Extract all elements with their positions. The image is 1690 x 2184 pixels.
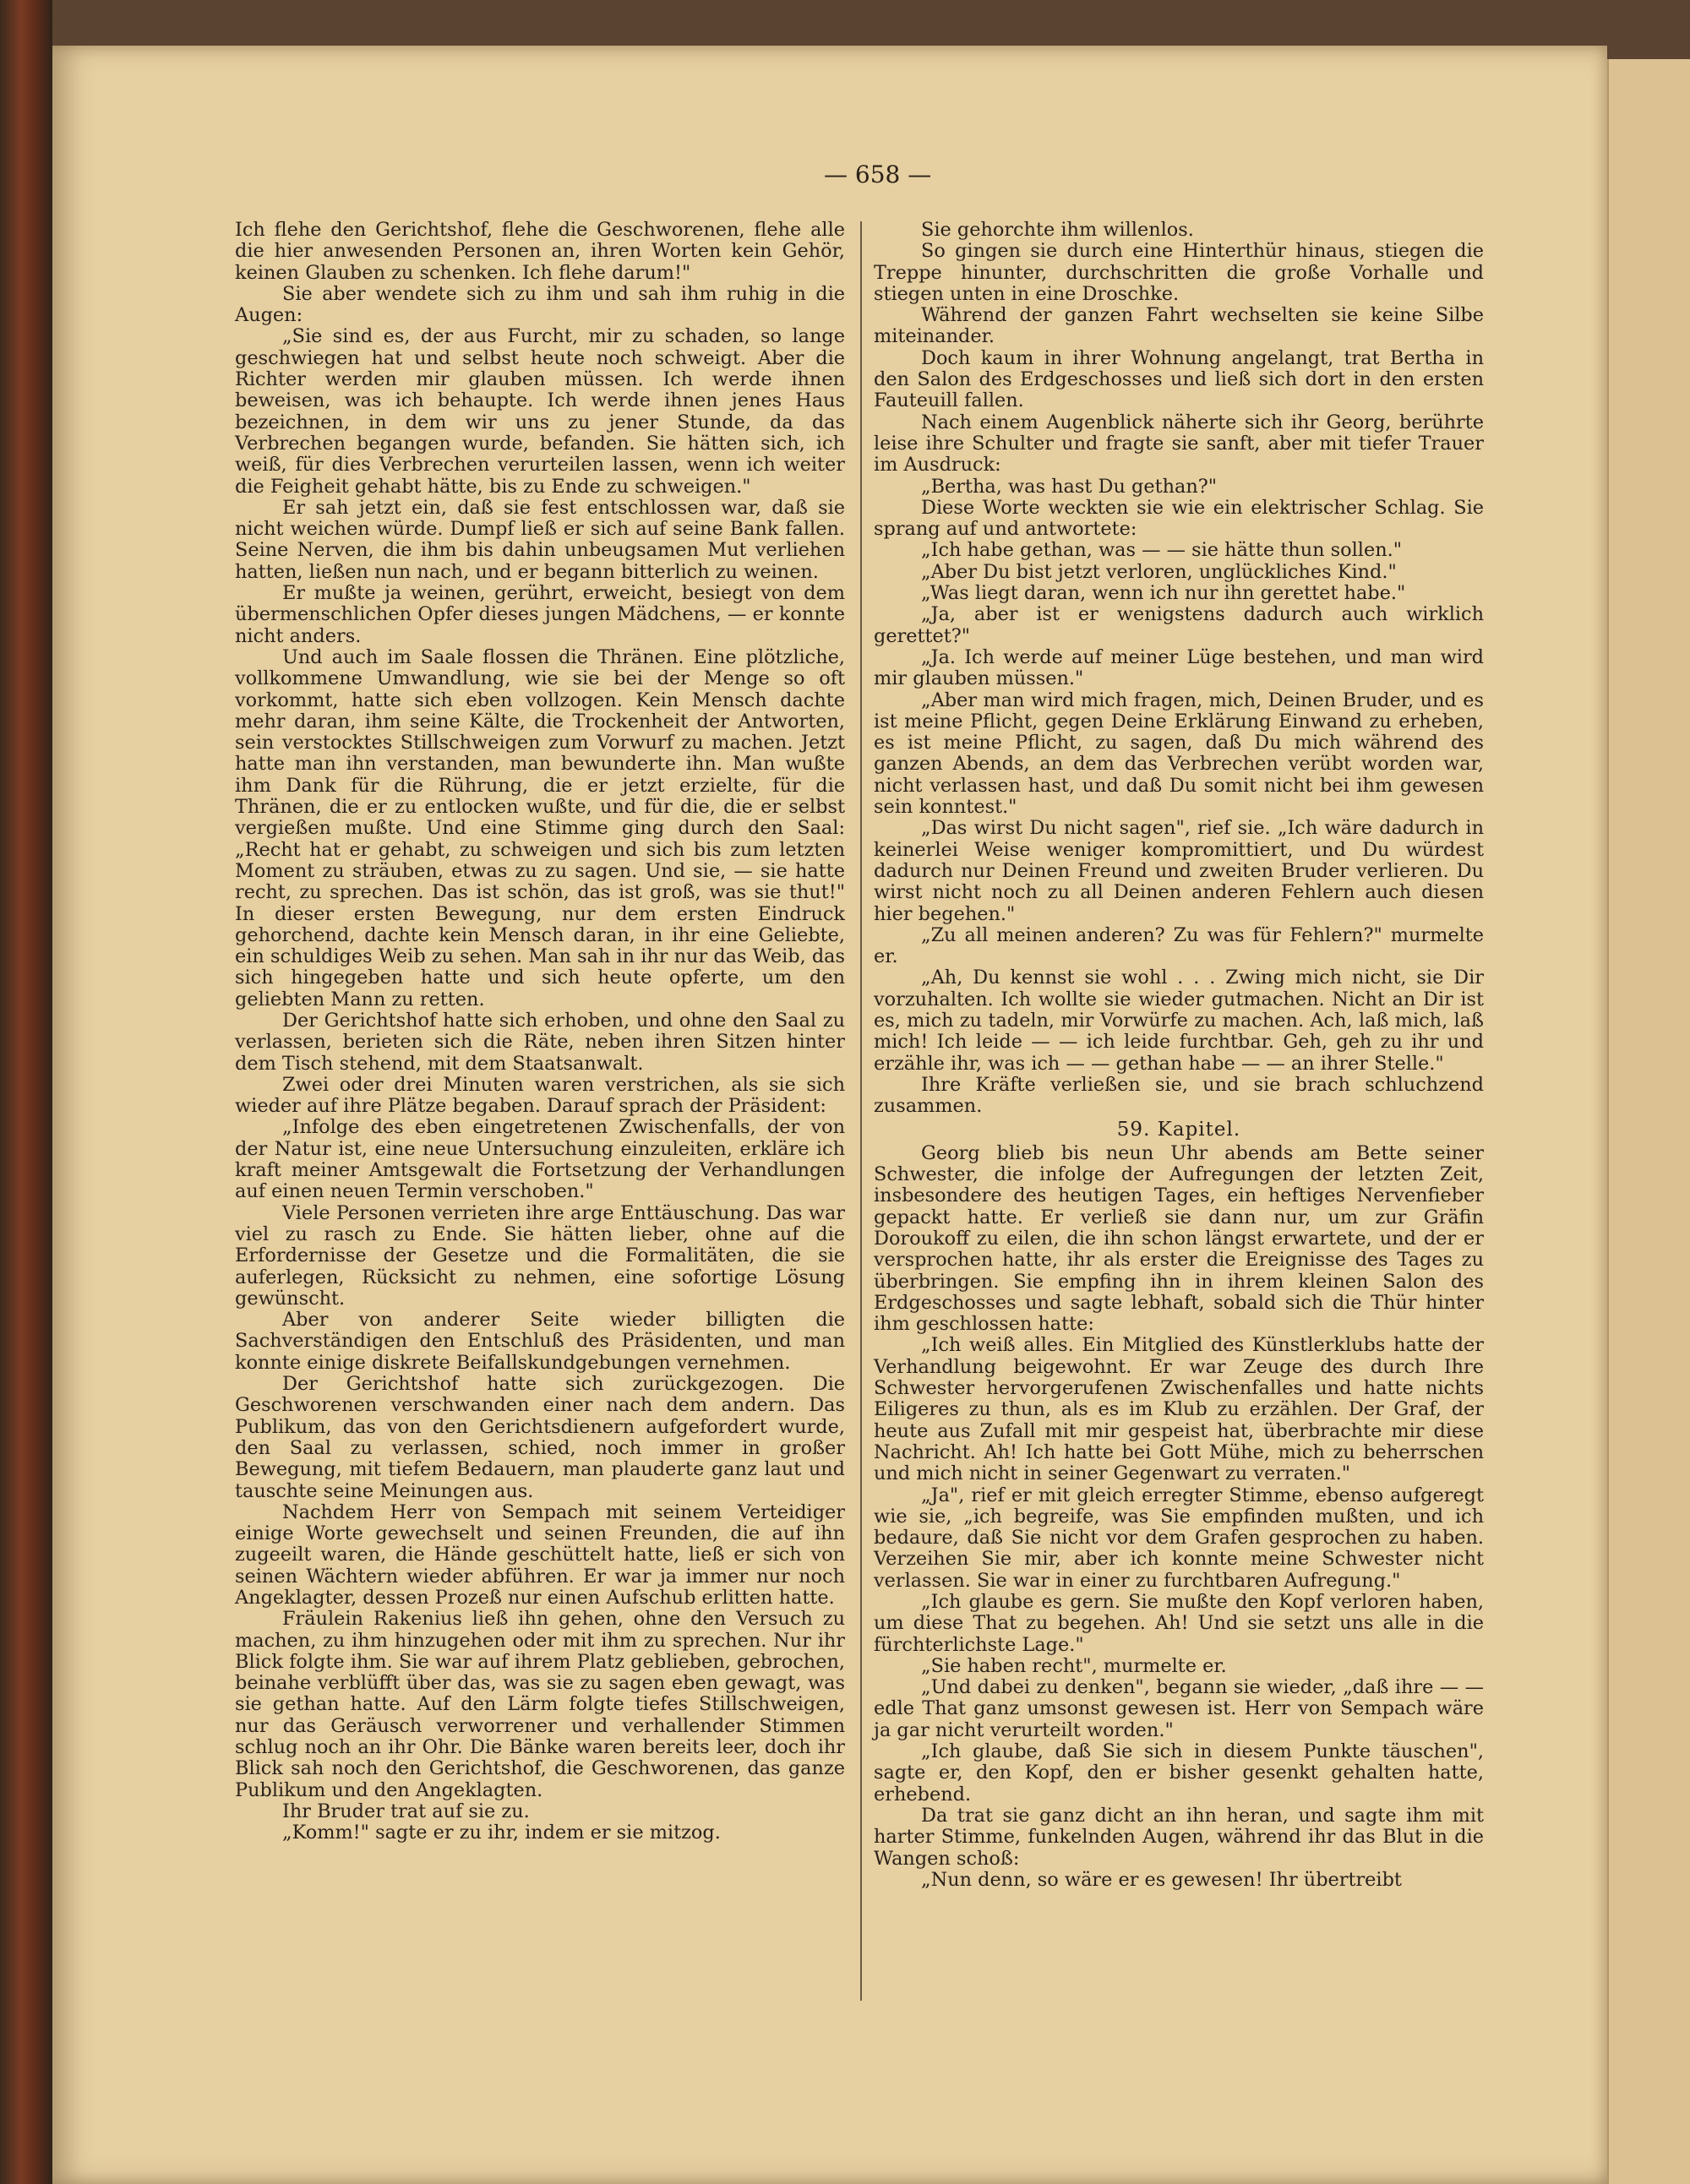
- paragraph: Georg blieb bis neun Uhr abends am Bette seiner Schwester, die infolge der Aufregungen der letzten Zeit, insbesondere des heutigen Tages, ein heftiges Nervenfieber gepackt hatte. Er verließ sie dann nur, um zur Gräfin Doroukoff zu eilen, die ihn schon längst erwartete, und der er versprochen hatte, ihr als erster die Ereignisse des Tages zu überbringen. Sie empfing ihn in ihrem kleinen Salon des Erdgeschosses und sagte lebhaft, sobald sich die Thür hinter ihm geschlossen hatte:: [874, 1141, 1484, 1336]
- paragraph: „Ja. Ich werde auf meiner Lüge bestehen, und man wird mir glauben müssen.": [874, 645, 1484, 690]
- column-divider: [860, 221, 862, 2001]
- paragraph: „Das wirst Du nicht sagen", rief sie. „Ich wäre dadurch in keinerlei Weise weniger kompromittiert, und Du würdest dadurch nur Deinen Freund und zweiten Bruder verlieren. Du wirst nicht noch zu all Deinen anderen Fehlern auch diesen hier begehen.": [874, 817, 1484, 925]
- paragraph: „Ich weiß alles. Ein Mitglied des Künstlerklubs hatte der Verhandlung beigewohnt. Er war Zeuge des durch Ihre Schwester hervorgerufenen Zwischenfalles und hatte nichts Eiligeres zu thun, als es im Klub zu erzählen. Der Graf, der heute aus Zufall mit mir gespeist hat, überbrachte mir diese Nachricht. Ah! Ich hatte bei Gott Mühe, mich zu beherrschen und mich nicht in seiner Gegenwart zu verraten.": [874, 1334, 1484, 1485]
- paragraph: „Komm!" sagte er zu ihr, indem er sie mitzog.: [282, 1822, 721, 1844]
- paragraph: Da trat sie ganz dicht an ihn heran, und sagte ihm mit harter Stimme, funkelnden Augen, während ihr das Blut in die Wangen schoß:: [874, 1804, 1484, 1870]
- paragraph: „Ja", rief er mit gleich erregter Stimme, ebenso aufgeregt wie sie, „ich begreife, was Sie empfinden mußten, und ich bedaure, daß Sie nicht vor dem Grafen gesprochen zu haben. Verzeihen Sie mir, aber ich konnte meine Schwester nicht verlassen. Sie war in einer zu furchtbaren Aufregung.": [874, 1484, 1484, 1592]
- paragraph: Nachdem Herr von Sempach mit seinem Verteidiger einige Worte gewechselt und seinen Freunden, die auf ihn zugeeilt waren, die Hände geschüttelt hatte, ließ er sich von seinen Wächtern wieder abführen. Er war ja immer nur noch Angeklagter, dessen Prozeß nur einen Aufschub erlitten hatte.: [235, 1500, 845, 1609]
- paragraph: Ihr Bruder trat auf sie zu.: [282, 1800, 530, 1822]
- paragraph: „Ah, Du kennst sie wohl . . . Zwing mich nicht, sie Dir vorzuhalten. Ich wollte sie wieder gutmachen. Nicht an Dir ist es, mich zu tadeln, mir Vorwürfe zu machen. Ach, laß mich, laß mich! Ich leide — — ich leide furchtbar. Geh, geh zu ihr und erzähle ihr, was ich — — gethan habe — — an ihrer Stelle.": [874, 967, 1484, 1075]
- paragraph: „Aber Du bist jetzt verloren, unglückliches Kind.": [921, 560, 1397, 583]
- paragraph: „Ich glaube es gern. Sie mußte den Kopf verloren haben, um diese That zu begehen. Ah! Und sie setzt uns alle in die fürchterlichste Lage.": [874, 1591, 1484, 1656]
- paragraph: „Und dabei zu denken", begann sie wieder, „daß ihre — — edle That ganz umsonst gewesen ist. Herr von Sempach wäre ja gar nicht verurteilt worden.": [874, 1676, 1484, 1741]
- paragraph: Fräulein Rakenius ließ ihn gehen, ohne den Versuch zu machen, zu ihm hinzugehen oder mit ihm zu sprechen. Nur ihr Blick folgte ihm. Sie war auf ihrem Platz geblieben, gebrochen, beinahe verblüfft über das, was sie zu sagen eben gewagt, was sie gethan hatte. Auf den Lärm folgte tiefes Stillschweigen, nur das Geräusch verworrener und verhallender Stimmen schlug noch an ihr Ohr. Die Bänke waren bereits leer, doch ihr Blick sah noch den Gerichtshof, die Geschworenen, das ganze Publikum und den Angeklagten.: [235, 1608, 845, 1801]
- paragraph: Aber von anderer Seite wieder billigten die Sachverständigen den Entschluß des Präsidenten, und man konnte einige diskrete Beifallskundgebungen vernehmen.: [235, 1309, 845, 1374]
- paragraph: „Sie haben recht", murmelte er.: [921, 1654, 1227, 1677]
- paragraph: Sie gehorchte ihm willenlos.: [921, 219, 1194, 241]
- adjacent-page-edge: [1607, 59, 1690, 2184]
- paragraph: „Bertha, was hast Du gethan?": [921, 475, 1218, 498]
- right-column: [874, 220, 1484, 1891]
- paragraph: Er mußte ja weinen, gerührt, erweicht, besiegt von dem übermenschlichen Opfer dieses jungen Mädchens, — er konnte nicht anders.: [235, 582, 845, 647]
- paragraph: Diese Worte weckten sie wie ein elektrischer Schlag. Sie sprang auf und antwortete:: [874, 496, 1484, 541]
- paragraph: Ich flehe den Gerichtshof, flehe die Geschworenen, flehe alle die hier anwesenden Personen an, ihren Worten kein Gehör, keinen Glauben zu schenken. Ich flehe darum!": [235, 219, 845, 284]
- page-number: — 658 —: [824, 161, 932, 188]
- paragraph: „Zu all meinen anderen? Zu was für Fehlern?" murmelte er.: [874, 923, 1484, 968]
- paragraph: „Aber man wird mich fragen, mich, Deinen Bruder, und es ist meine Pflicht, gegen Deine Erklärung Einwand zu erheben, es ist meine Pflicht, zu sagen, daß Du mich während des ganzen Abends, an dem das Verbrechen verübt worden war, nicht verlassen hast, und daß Du somit nicht bei ihm gewesen sein konntest.": [874, 689, 1484, 819]
- paragraph: Und auch im Saale flossen die Thränen. Eine plötzliche, vollkommene Umwandlung, wie sie bei der Menge so oft vorkommt, hatte sich eben vollzogen. Kein Mensch dachte mehr daran, ihm seine Kälte, die Trockenheit der Antworten, sein verstocktes Stillschweigen zum Vorwurf zu machen. Jetzt hatte man ihn verstanden, man bewunderte ihn. Man wußte ihm Dank für die Rührung, die er jetzt erzielte, für die Thränen, die er zu entlocken wußte, und für die, die er selbst vergießen mußte. Und eine Stimme ging durch den Saal: „Recht hat er gehabt, zu schweigen und sich bis zum letzten Moment zu sträuben, etwas zu zu sagen. Und sie, — sie hatte recht, zu sprechen. Das ist schön, das ist groß, was sie thut!" In dieser ersten Bewegung, nur dem ersten Eindruck gehorchend, dachte kein Mensch daran, in ihr eine Geliebte, ein schuldiges Weib zu sehen. Man sah in ihr nur das Weib, das sich hingegeben hatte und sich heute opferte, um den geliebten Mann zu retten.: [235, 645, 845, 1010]
- paragraph: „Ich glaube, daß Sie sich in diesem Punkte täuschen", sagte er, den Kopf, den er bisher gesenkt gehalten hatte, erhebend.: [874, 1740, 1484, 1805]
- paragraph: Während der ganzen Fahrt wechselten sie keine Silbe miteinander.: [874, 304, 1484, 348]
- chapter-heading: 59. Kapitel.: [1116, 1119, 1241, 1141]
- paragraph: „Was liegt daran, wenn ich nur ihn gerettet habe.": [921, 582, 1406, 605]
- paragraph: „Ich habe gethan, was — — sie hätte thun sollen.": [921, 539, 1403, 562]
- book-spine: [0, 0, 52, 2184]
- paragraph: „Sie sind es, der aus Furcht, mir zu schaden, so lange geschwiegen hat und selbst heute noch schweigt. Aber die Richter werden mir glauben müssen. Ich werde ihnen beweisen, was ich behaupte. Ich werde ihnen jenes Haus bezeichnen, in dem wir uns zu jener Stunde, da das Verbrechen begangen wurde, befanden. Sie hätten sich, ich weiß, für dies Verbrechen verurteilen lassen, wenn ich weiter die Feigheit gehabt hätte, bis zu Ende zu schweigen.": [235, 325, 845, 498]
- paragraph: So gingen sie durch eine Hinterthür hinaus, stiegen die Treppe hinunter, durchschritten die große Vorhalle und stiegen unten in eine Droschke.: [874, 240, 1484, 305]
- paragraph: „Ja, aber ist er wenigstens dadurch auch wirklich gerettet?": [874, 603, 1484, 647]
- paragraph: Er sah jetzt ein, daß sie fest entschlossen war, daß sie nicht weichen würde. Dumpf ließ er sich auf seine Bank fallen. Seine Nerven, die ihm bis dahin unbeugsamen Mut verliehen hatten, ließen nun nach, und er begann bitterlich zu weinen.: [235, 496, 845, 583]
- paragraph: Der Gerichtshof hatte sich zurückgezogen. Die Geschworenen verschwanden einer nach dem andern. Das Publikum, das von den Gerichtsdienern aufgefordert wurde, den Saal zu verlassen, schied, noch immer in großer Bewegung, mit tiefem Bedauern, man plauderte ganz laut und tauschte seine Meinungen aus.: [235, 1373, 845, 1502]
- left-column: [235, 220, 845, 1844]
- paragraph: Der Gerichtshof hatte sich erhoben, und ohne den Saal zu verlassen, berieten sich die Räte, neben ihren Sitzen hinter dem Tisch stehend, mit dem Staatsanwalt.: [235, 1009, 845, 1075]
- paragraph: Zwei oder drei Minuten waren verstrichen, als sie sich wieder auf ihre Plätze begaben. Darauf sprach der Präsident:: [235, 1073, 845, 1118]
- paragraph: Doch kaum in ihrer Wohnung angelangt, trat Bertha in den Salon des Erdgeschosses und ließ sich dort in den ersten Fauteuill fallen.: [874, 346, 1484, 412]
- paragraph: Viele Personen verrieten ihre arge Enttäuschung. Das war viel zu rasch zu Ende. Sie hätten lieber, ohne auf die Erfordernisse der Gesetze und die Formalitäten, die sie auferlegen, Rücksicht zu nehmen, eine sofortige Lösung gewünscht.: [235, 1201, 845, 1310]
- paragraph: Sie aber wendete sich zu ihm und sah ihm ruhig in die Augen:: [235, 282, 845, 327]
- paragraph: Nach einem Augenblick näherte sich ihr Georg, berührte leise ihre Schulter und fragte sie sanft, aber mit tiefer Trauer im Ausdruck:: [874, 411, 1484, 477]
- paragraph: „Nun denn, so wäre er es gewesen! Ihr übertreibt: [921, 1868, 1402, 1891]
- paragraph: „Infolge des eben eingetretenen Zwischenfalls, der von der Natur ist, eine neue Untersuchung einzuleiten, erkläre ich kraft meiner Amtsgewalt die Fortsetzung der Verhandlungen auf einen neuen Termin verschoben.": [235, 1116, 845, 1203]
- paragraph: Ihre Kräfte verließen sie, und sie brach schluchzend zusammen.: [874, 1073, 1484, 1118]
